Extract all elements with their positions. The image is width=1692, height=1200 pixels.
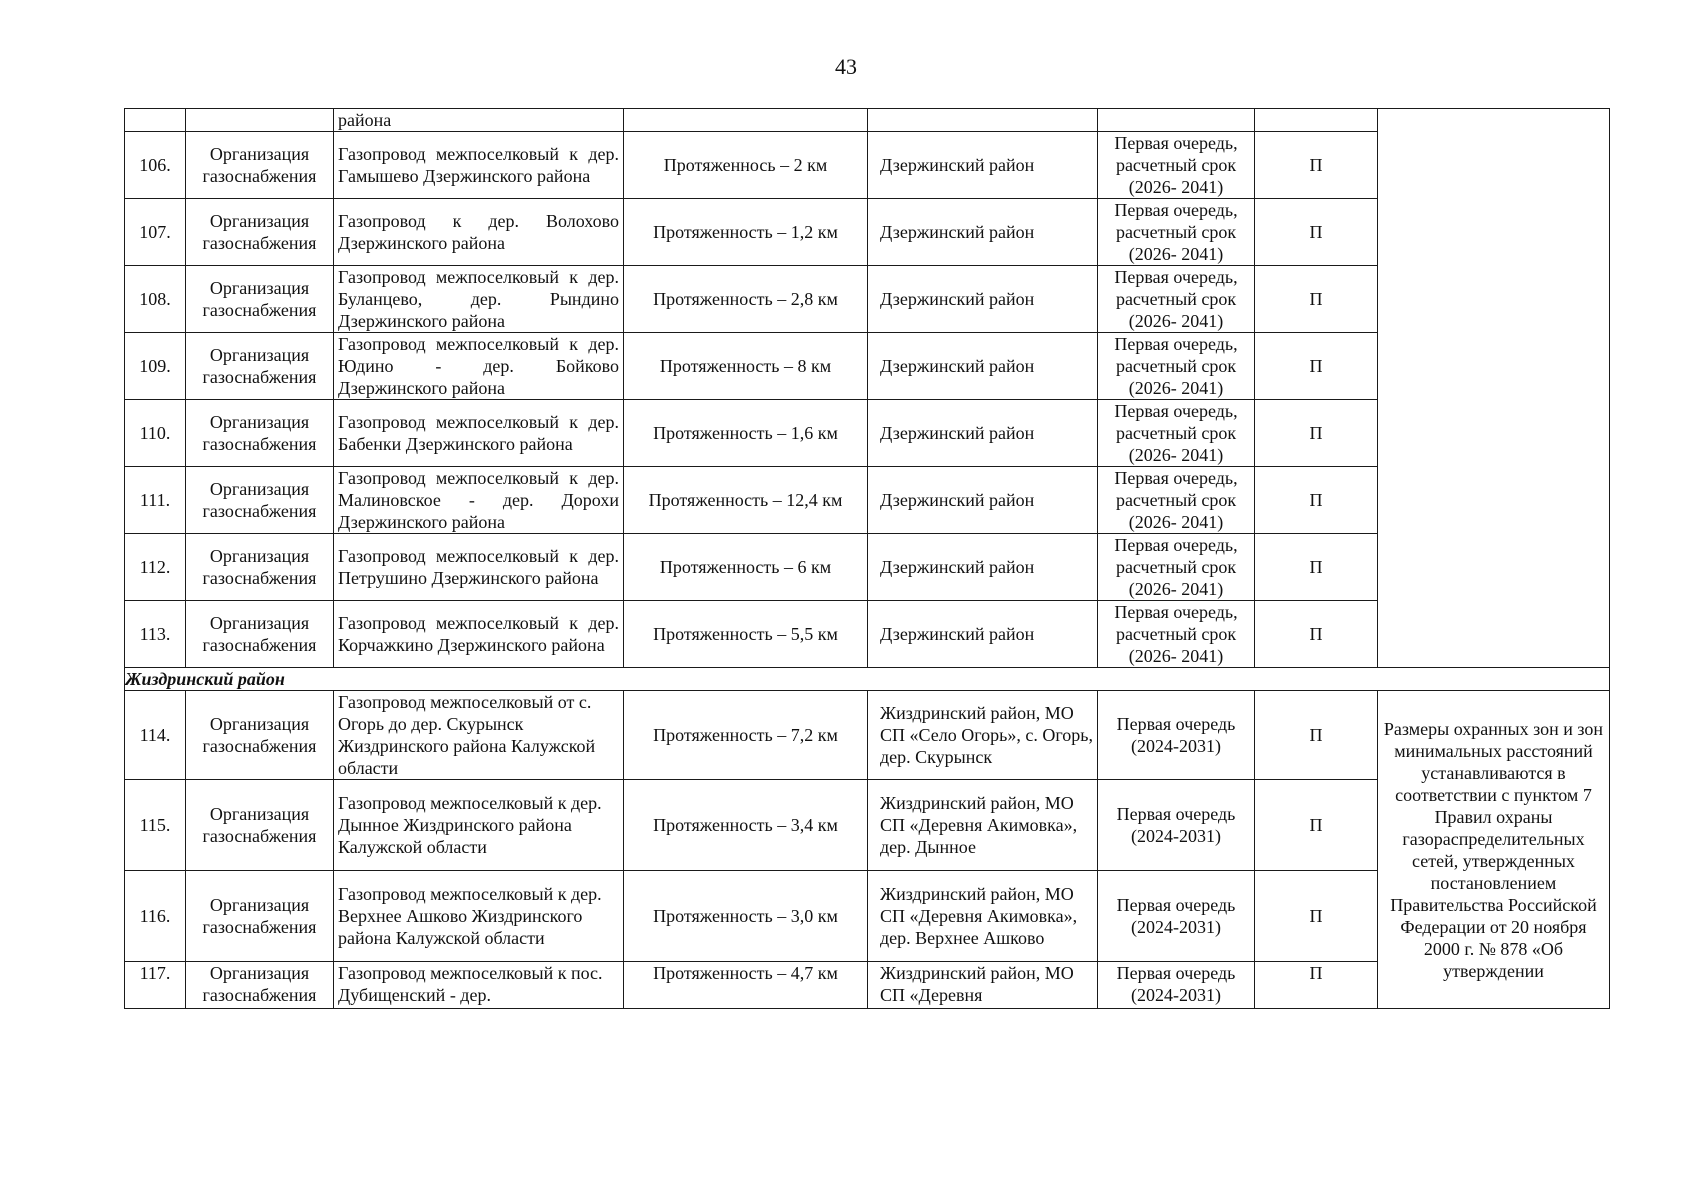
cell-length: Протяженность – 12,4 км — [624, 467, 868, 534]
cell-name: Газопровод межпоселковый к дер. Дынное Жиздринского района Калужской области — [334, 780, 624, 871]
cell-status: П — [1255, 467, 1378, 534]
cell-status: П — [1255, 400, 1378, 467]
cell-name: Газопровод межпоселковый к дер. Буланцево, дер. Рындино Дзержинского района — [334, 266, 624, 333]
cell-num: 114. — [125, 691, 186, 780]
cell-status: П — [1255, 534, 1378, 601]
cell-length: Протяженность – 1,2 км — [624, 199, 868, 266]
cell-org: Организация газоснабжения — [186, 691, 334, 780]
cell-num: 106. — [125, 132, 186, 199]
cell-name: Газопровод межпоселковый к дер. Малиновское - дер. Дорохи Дзержинского района — [334, 467, 624, 534]
cell-length: Протяженность – 1,6 км — [624, 400, 868, 467]
cell-location: Дзержинский район — [868, 266, 1098, 333]
cell-length — [624, 109, 868, 132]
cell-org: Организация газоснабжения — [186, 780, 334, 871]
cell-location: Дзержинский район — [868, 400, 1098, 467]
cell-location: Дзержинский район — [868, 333, 1098, 400]
cell-stage: Первая очередь, расчетный срок (2026- 2041) — [1098, 333, 1255, 400]
cell-length: Протяженность – 7,2 км — [624, 691, 868, 780]
table-row-continued — [125, 109, 1610, 132]
cell-status: П — [1255, 691, 1378, 780]
cell-num: 115. — [125, 780, 186, 871]
section-title: Жиздринский район — [125, 668, 1610, 691]
gas-pipeline-table — [124, 108, 1610, 1009]
cell-org: Организация газоснабжения — [186, 962, 334, 1009]
table-row — [125, 691, 1610, 780]
cell-status: П — [1255, 601, 1378, 668]
cell-org: Организация газоснабжения — [186, 871, 334, 962]
cell-note-empty — [1378, 109, 1610, 668]
cell-location: Жиздринский район, МО СП «Село Огорь», с. Огорь, дер. Скурынск — [868, 691, 1098, 780]
cell-num: 111. — [125, 467, 186, 534]
cell-location: Дзержинский район — [868, 601, 1098, 668]
cell-stage: Первая очередь, расчетный срок (2026- 2041) — [1098, 467, 1255, 534]
cell-status: П — [1255, 132, 1378, 199]
cell-note: Размеры охранных зон и зон минимальных расстояний устанавливаются в соответствии с пунктом 7 Правил охраны газораспределительных сетей, утвержденных постановлением Правительства Российской Федерации от 20 ноября 2000 г. № 878 «Об утверждении — [1378, 691, 1610, 1009]
cell-name: Газопровод межпоселковый к дер. Верхнее Ашково Жиздринского района Калужской области — [334, 871, 624, 962]
cell-stage: Первая очередь, расчетный срок (2026- 2041) — [1098, 132, 1255, 199]
cell-stage: Первая очередь, расчетный срок (2026- 2041) — [1098, 199, 1255, 266]
cell-name: района — [334, 109, 624, 132]
cell-location: Дзержинский район — [868, 534, 1098, 601]
cell-num: 113. — [125, 601, 186, 668]
cell-location: Жиздринский район, МО СП «Деревня Акимовка», дер. Дынное — [868, 780, 1098, 871]
cell-stage: Первая очередь, расчетный срок (2026- 2041) — [1098, 266, 1255, 333]
cell-length: Протяженнось – 2 км — [624, 132, 868, 199]
cell-org — [186, 109, 334, 132]
cell-location: Дзержинский район — [868, 467, 1098, 534]
section-row — [125, 668, 1610, 691]
cell-org: Организация газоснабжения — [186, 534, 334, 601]
cell-name: Газопровод межпоселковый к дер. Петрушино Дзержинского района — [334, 534, 624, 601]
cell-num: 107. — [125, 199, 186, 266]
cell-status: П — [1255, 333, 1378, 400]
cell-name: Газопровод межпоселковый к дер. Юдино - дер. Бойково Дзержинского района — [334, 333, 624, 400]
cell-stage: Первая очередь (2024-2031) — [1098, 691, 1255, 780]
cell-num: 116. — [125, 871, 186, 962]
cell-num: 109. — [125, 333, 186, 400]
cell-org: Организация газоснабжения — [186, 467, 334, 534]
cell-location: Жиздринский район, МО СП «Деревня Акимовка», дер. Верхнее Ашково — [868, 871, 1098, 962]
cell-num: 117. — [125, 962, 186, 1009]
cell-stage: Первая очередь (2024-2031) — [1098, 780, 1255, 871]
cell-org: Организация газоснабжения — [186, 601, 334, 668]
cell-stage: Первая очередь, расчетный срок (2026- 2041) — [1098, 400, 1255, 467]
cell-name: Газопровод межпоселковый к пос. Дубищенский - дер. — [334, 962, 624, 1009]
cell-location — [868, 109, 1098, 132]
cell-stage: Первая очередь (2024-2031) — [1098, 871, 1255, 962]
cell-length: Протяженность – 3,0 км — [624, 871, 868, 962]
cell-org: Организация газоснабжения — [186, 400, 334, 467]
cell-org: Организация газоснабжения — [186, 199, 334, 266]
cell-org: Организация газоснабжения — [186, 333, 334, 400]
cell-name: Газопровод межпоселковый к дер. Корчажкино Дзержинского района — [334, 601, 624, 668]
cell-status: П — [1255, 199, 1378, 266]
cell-status: П — [1255, 780, 1378, 871]
cell-length: Протяженность – 8 км — [624, 333, 868, 400]
cell-location: Дзержинский район — [868, 199, 1098, 266]
cell-status: П — [1255, 266, 1378, 333]
cell-location: Жиздринский район, МО СП «Деревня — [868, 962, 1098, 1009]
cell-num — [125, 109, 186, 132]
cell-name: Газопровод межпоселковый от с. Огорь до дер. Скурынск Жиздринского района Калужской области — [334, 691, 624, 780]
cell-length: Протяженность – 2,8 км — [624, 266, 868, 333]
cell-name: Газопровод межпоселковый к дер. Бабенки Дзержинского района — [334, 400, 624, 467]
cell-org: Организация газоснабжения — [186, 132, 334, 199]
cell-length: Протяженность – 4,7 км — [624, 962, 868, 1009]
cell-num: 108. — [125, 266, 186, 333]
cell-stage: Первая очередь, расчетный срок (2026- 2041) — [1098, 601, 1255, 668]
cell-length: Протяженность – 3,4 км — [624, 780, 868, 871]
cell-length: Протяженность – 5,5 км — [624, 601, 868, 668]
cell-location: Дзержинский район — [868, 132, 1098, 199]
cell-status — [1255, 109, 1378, 132]
cell-status: П — [1255, 962, 1378, 1009]
page-number: 43 — [835, 54, 857, 79]
cell-stage: Первая очередь (2024-2031) — [1098, 962, 1255, 1009]
cell-length: Протяженность – 6 км — [624, 534, 868, 601]
cell-stage: Первая очередь, расчетный срок (2026- 2041) — [1098, 534, 1255, 601]
cell-stage — [1098, 109, 1255, 132]
cell-name: Газопровод межпоселковый к дер. Гамышево Дзержинского района — [334, 132, 624, 199]
cell-num: 110. — [125, 400, 186, 467]
cell-status: П — [1255, 871, 1378, 962]
cell-name: Газопровод к дер. Волохово Дзержинского района — [334, 199, 624, 266]
cell-num: 112. — [125, 534, 186, 601]
cell-org: Организация газоснабжения — [186, 266, 334, 333]
